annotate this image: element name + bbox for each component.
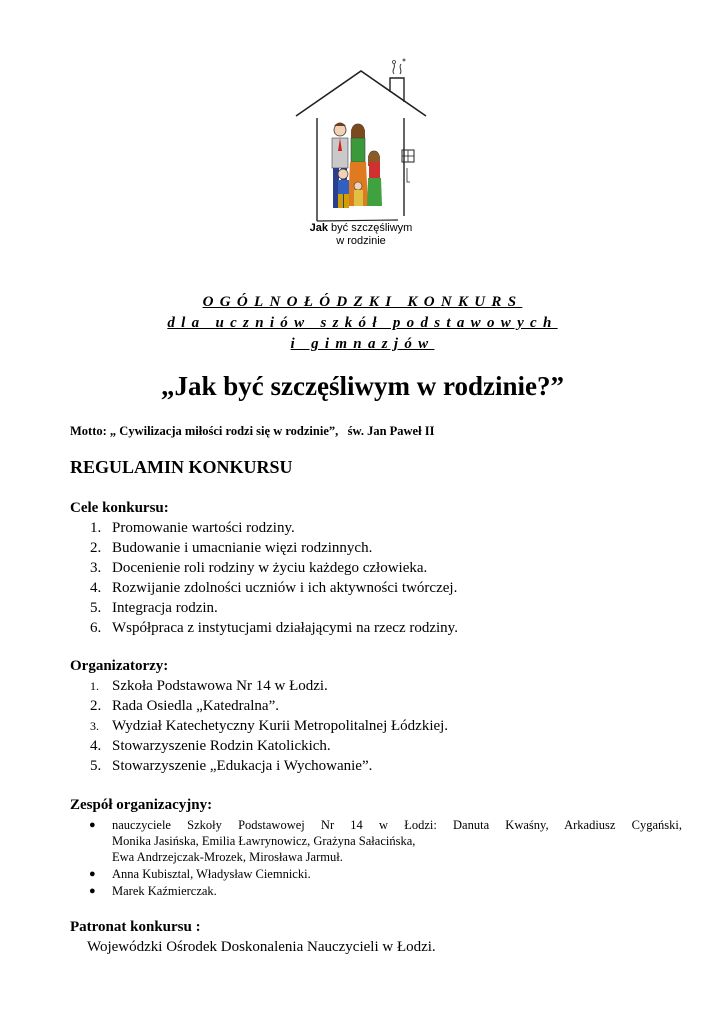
list-item xyxy=(70,756,448,776)
contest-header-line3: i gimnazjów xyxy=(290,336,435,352)
organizers-list xyxy=(70,676,448,776)
goals-heading: Cele konkursu: xyxy=(70,500,169,516)
list-item xyxy=(70,578,458,598)
item-number: 1. xyxy=(90,520,102,536)
list-item xyxy=(70,736,448,756)
list-item xyxy=(70,558,458,578)
item-number: 3. xyxy=(90,560,102,576)
organizers-heading: Organizatorzy: xyxy=(70,658,169,674)
item-text: Rozwijanie zdolności uczniów i ich aktywności twórczej. xyxy=(112,580,458,596)
team-item3: Marek Kaźmierczak. xyxy=(112,884,217,898)
item-text: Rada Osiedla „Katedralna”. xyxy=(112,698,279,714)
item-number: 4. xyxy=(90,738,102,754)
contest-logo xyxy=(286,56,436,256)
logo-caption xyxy=(286,222,436,248)
organizers-section xyxy=(70,656,448,776)
team-item1-line3: Ewa Andrzejczak-Mrozek, Mirosława Jarmuł. xyxy=(112,850,343,864)
contest-header-line1: OGÓLNOŁÓDZKI KONKURS xyxy=(202,294,523,310)
list-item xyxy=(70,676,448,696)
item-number: 6. xyxy=(90,620,102,636)
goals-section xyxy=(70,498,458,638)
list-item xyxy=(70,518,458,538)
item-text: Stowarzyszenie „Edukacja i Wychowanie”. xyxy=(112,758,373,774)
patronage-heading: Patronat konkursu : xyxy=(70,919,201,935)
bullet-icon: ● xyxy=(89,885,96,897)
team-heading: Zespół organizacyjny: xyxy=(70,797,213,813)
item-text: Stowarzyszenie Rodzin Katolickich. xyxy=(112,738,331,754)
item-text: Budowanie i umacnianie więzi rodzinnych. xyxy=(112,540,373,556)
item-number: 5. xyxy=(90,758,102,774)
item-number: 4. xyxy=(90,580,102,596)
contest-header-line2: dla uczniów szkół podstawowych xyxy=(167,315,558,331)
list-item xyxy=(70,696,448,716)
regulations-title: REGULAMIN KONKURSU xyxy=(70,457,293,477)
patronage-section xyxy=(70,917,436,957)
list-item xyxy=(70,538,458,558)
contest-header xyxy=(0,292,725,355)
team-item1-line2: Monika Jasińska, Emilia Ławrynowicz, Grażyna Sałacińska, xyxy=(112,834,416,848)
item-text: Promowanie wartości rodziny. xyxy=(112,520,295,536)
item-number: 5. xyxy=(90,600,102,616)
team-list xyxy=(70,817,682,899)
motto: Motto: „ Cywilizacja miłości rodzi się w rodzinie”, św. Jan Paweł II xyxy=(70,424,435,438)
item-number: 2. xyxy=(90,698,102,714)
team-item1-line1: nauczyciele Szkoły Podstawowej Nr 14 w Łodzi: Danuta Kwaśny, Arkadiusz Cygański, xyxy=(112,818,682,832)
item-text: Szkoła Podstawowa Nr 14 w Łodzi. xyxy=(112,678,328,694)
item-text: Współpraca z instytucjami działającymi na rzecz rodziny. xyxy=(112,620,458,636)
logo-caption-line2: w rodzinie xyxy=(336,235,386,247)
team-item2: Anna Kubisztal, Władysław Ciemnicki. xyxy=(112,867,311,881)
list-item xyxy=(70,598,458,618)
list-item xyxy=(70,866,682,882)
goals-list xyxy=(70,518,458,638)
house-family-drawing xyxy=(286,56,436,226)
patronage-text: Wojewódzki Ośrodek Doskonalenia Nauczycieli w Łodzi. xyxy=(87,939,436,955)
item-number: 2. xyxy=(90,540,102,556)
item-text: Integracja rodzin. xyxy=(112,600,218,616)
logo-caption-rest: być szczęśliwym xyxy=(328,222,413,234)
document-title: „Jak być szczęśliwym w rodzinie?” xyxy=(161,371,564,401)
logo-caption-bold: Jak xyxy=(309,222,328,234)
team-section xyxy=(70,795,682,899)
list-item xyxy=(70,618,458,638)
list-item xyxy=(70,716,448,736)
bullet-icon: ● xyxy=(89,868,96,880)
list-item xyxy=(70,883,682,899)
item-number: 3. xyxy=(90,719,99,733)
bullet-icon: ● xyxy=(89,819,96,831)
list-item xyxy=(70,817,682,865)
item-text: Wydział Katechetyczny Kurii Metropolitalnej Łódzkiej. xyxy=(112,718,449,734)
item-text: Docenienie roli rodziny w życiu każdego człowieka. xyxy=(112,560,428,576)
item-number: 1. xyxy=(90,679,99,693)
